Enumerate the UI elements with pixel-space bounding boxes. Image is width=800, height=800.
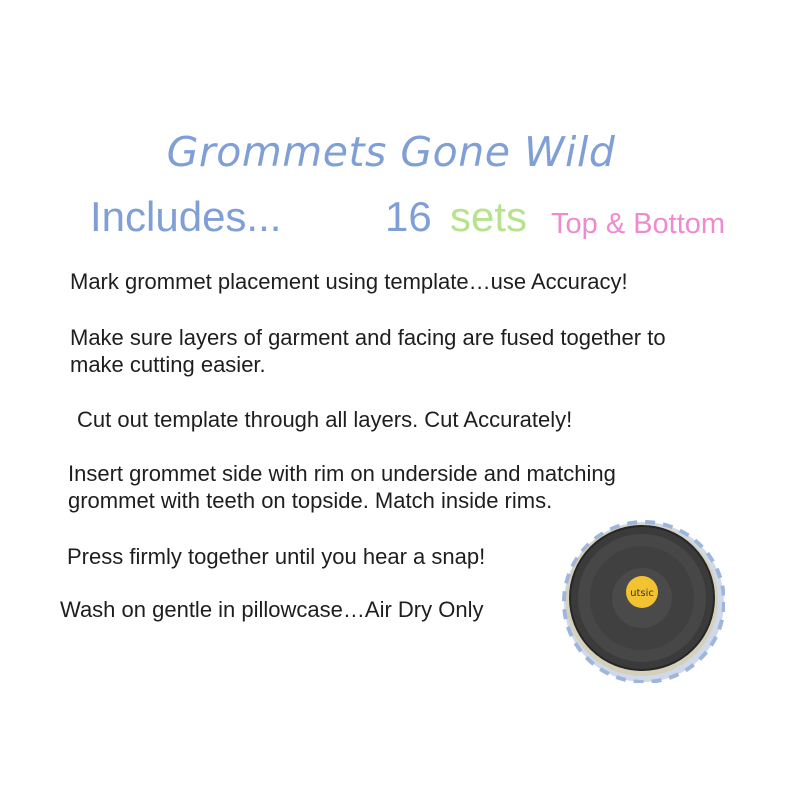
includes-line <box>0 193 800 253</box>
step-press-snap: Press firmly together until you hear a snap! <box>67 544 486 569</box>
sets-count: 16 <box>385 193 432 240</box>
step-fuse-layers-text: Make sure layers of garment and facing are fused together to make cutting easier. <box>70 325 666 377</box>
step-wash: Wash on gentle in pillowcase…Air Dry Only <box>60 597 484 622</box>
step-fuse-layers <box>70 324 666 378</box>
svg-text:utsic: utsic <box>630 588 654 599</box>
step-insert-grommet <box>68 460 616 514</box>
page-title: Grommets Gone Wild <box>166 128 616 176</box>
sets-word: sets <box>450 193 528 240</box>
step-insert-grommet-text: Insert grommet side with rim on underside and matching grommet with teeth on topside. Match inside rims. <box>68 461 616 513</box>
step-cut-template: Cut out template through all layers. Cut Accurately! <box>77 407 573 432</box>
step-mark-placement: Mark grommet placement using template…use Accuracy! <box>70 269 628 294</box>
grommet-photo <box>560 518 725 683</box>
includes-label: Includes... <box>90 193 282 240</box>
top-bottom-label: Top & Bottom <box>551 208 726 240</box>
